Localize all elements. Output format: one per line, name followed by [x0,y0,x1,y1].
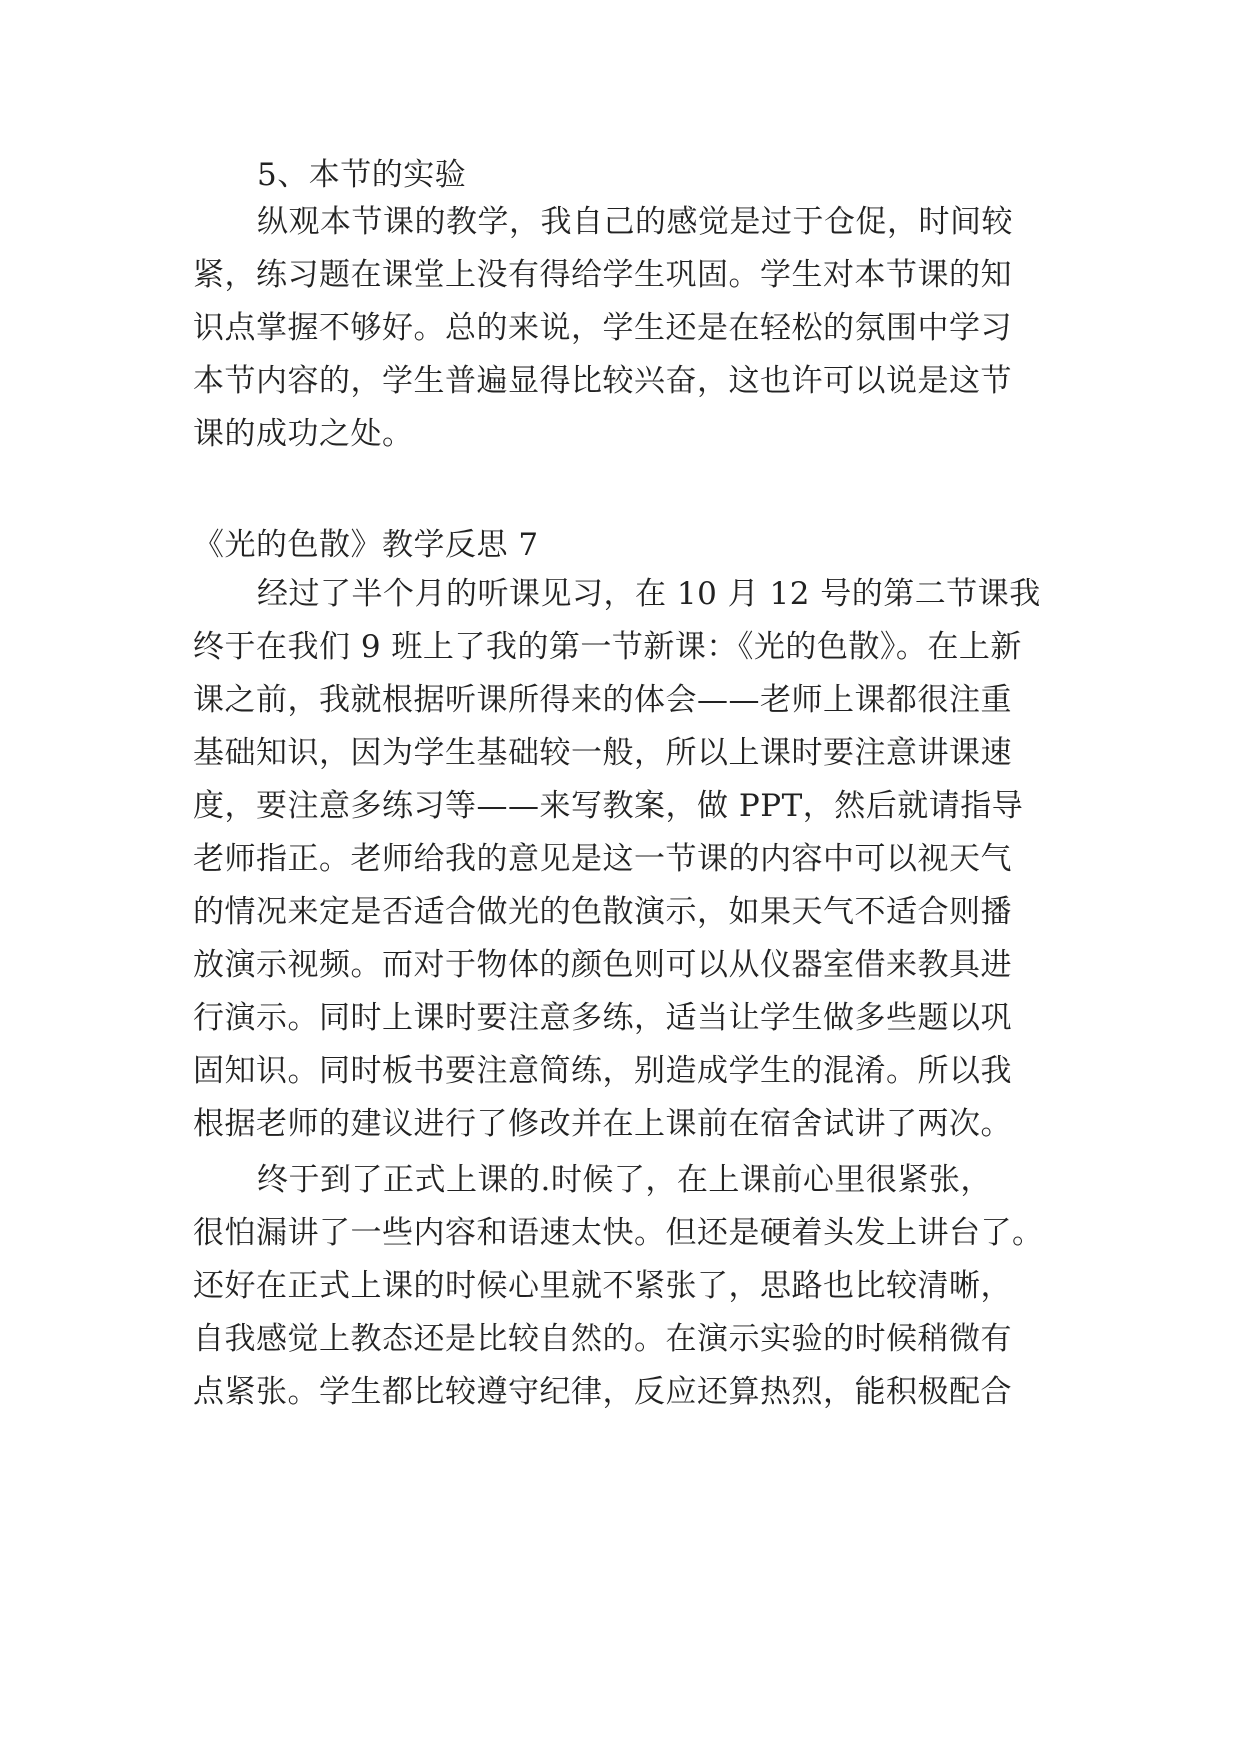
text-line: 度，要注意多练习等——来写教案，做 PPT，然后就请指导 [193,788,1024,824]
text-line: 行演示。同时上课时要注意多练，适当让学生做多些题以巩 [193,1000,1012,1036]
text-line: 紧，练习题在课堂上没有得给学生巩固。学生对本节课的知 [193,257,1012,293]
text-line: 自我感觉上教态还是比较自然的。在演示实验的时候稍微有 [193,1321,1012,1357]
text-line: 点紧张。学生都比较遵守纪律，反应还算热烈，能积极配合 [193,1374,1012,1410]
section-title: 《光的色散》教学反思 7 [193,527,539,563]
text-line: 课的成功之处。 [193,416,414,452]
section-heading: 5、本节的实验 [257,157,467,193]
text-line: 根据老师的建议进行了修改并在上课前在宿舍试讲了两次。 [193,1106,1012,1142]
text-line: 本节内容的，学生普遍显得比较兴奋，这也许可以说是这节 [193,363,1012,399]
text-line: 还好在正式上课的时候心里就不紧张了，思路也比较清晰， [193,1268,1012,1304]
text-line: 经过了半个月的听课见习，在 10 月 12 号的第二节课我 [257,576,1041,612]
text-line: 老师指正。老师给我的意见是这一节课的内容中可以视天气 [193,841,1012,877]
text-line: 课之前，我就根据听课所得来的体会——老师上课都很注重 [193,682,1012,718]
text-line: 识点掌握不够好。总的来说，学生还是在轻松的氛围中学习 [193,310,1012,346]
text-line: 很怕漏讲了一些内容和语速太快。但还是硬着头发上讲台了。 [193,1215,1044,1251]
text-line: 放演示视频。而对于物体的颜色则可以从仪器室借来教具进 [193,947,1012,983]
text-line: 终于到了正式上课的.时候了，在上课前心里很紧张， [257,1162,992,1198]
text-line: 的情况来定是否适合做光的色散演示，如果天气不适合则播 [193,894,1012,930]
text-line: 固知识。同时板书要注意简练，别造成学生的混淆。所以我 [193,1053,1012,1089]
text-line: 基础知识，因为学生基础较一般，所以上课时要注意讲课速 [193,735,1012,771]
text-line: 终于在我们 9 班上了我的第一节新课：《光的色散》。在上新 [193,629,1022,665]
text-line: 纵观本节课的教学，我自己的感觉是过于仓促，时间较 [257,204,1013,240]
